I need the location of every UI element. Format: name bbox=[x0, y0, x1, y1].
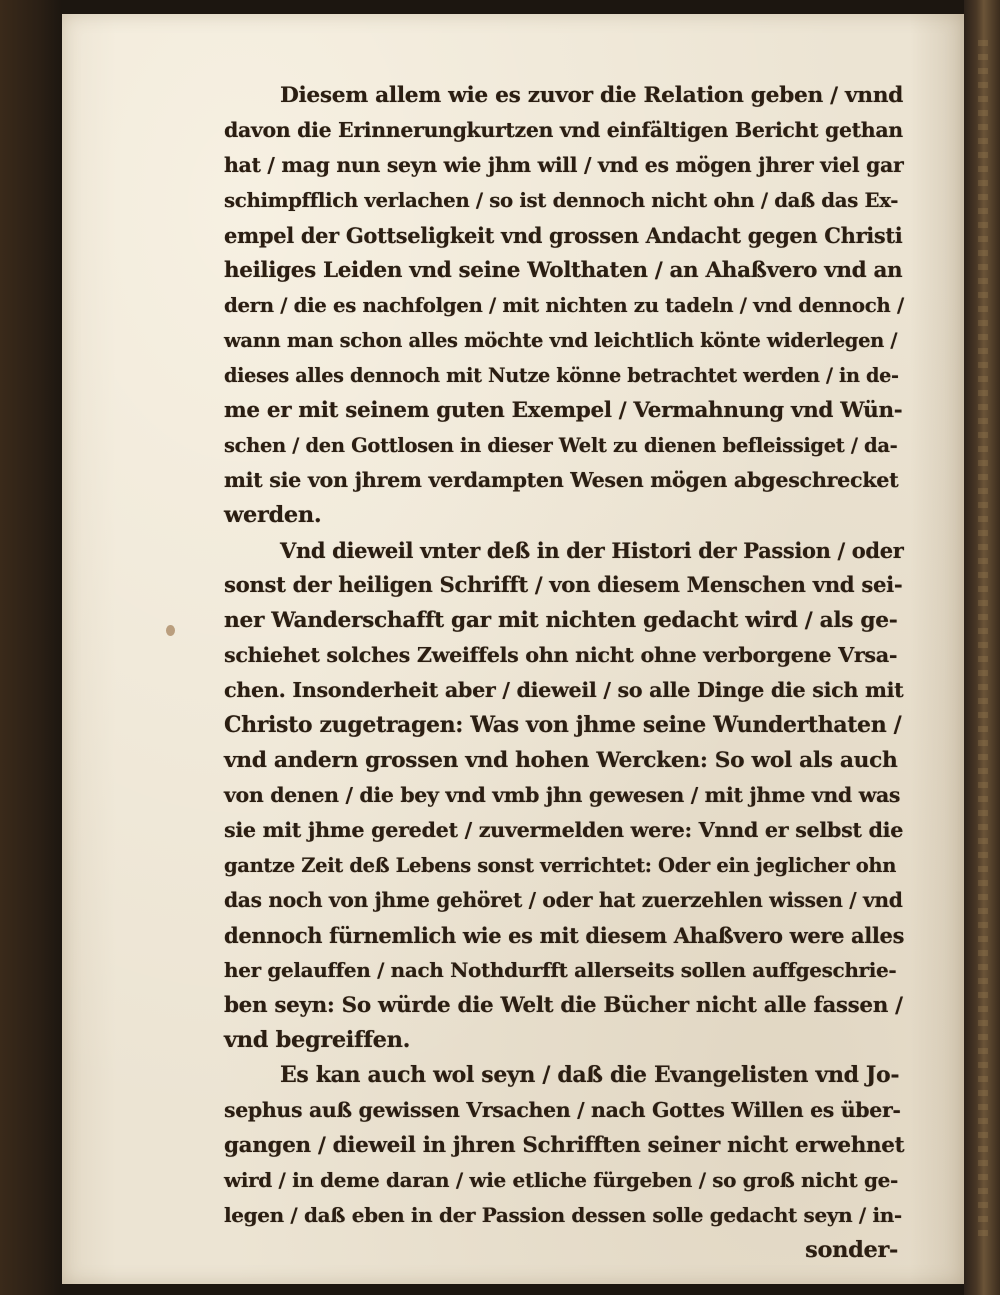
text-line: legen / daß eben in der Passion dessen solle gedacht seyn / in- bbox=[224, 1203, 902, 1227]
text-line: Vnd dieweil vnter deß in der Histori der Passion / oder bbox=[280, 538, 904, 563]
text-line: vnd andern grossen vnd hohen Wercken: So wol als auch bbox=[224, 748, 898, 773]
text-line: ner Wanderschafft gar mit nichten gedacht wird / als ge- bbox=[224, 608, 898, 633]
text-line: me er mit seinem guten Exempel / Vermahnung vnd Wün- bbox=[224, 398, 903, 423]
text-line: wann man schon alles möchte vnd leichtlich könte widerlegen / bbox=[224, 329, 898, 352]
text-line: dern / die es nachfolgen / mit nichten zu tadeln / vnd dennoch / bbox=[224, 293, 904, 317]
text-line: her gelauffen / nach Nothdurfft allerseits sollen auffgeschrie- bbox=[224, 958, 897, 982]
text-line: das noch von jhme gehöret / oder hat zuerzehlen wissen / vnd bbox=[224, 888, 903, 912]
text-line: mit sie von jhrem verdampten Wesen mögen abgeschrecket bbox=[224, 468, 899, 492]
text-line: empel der Gottseligkeit vnd grossen Andacht gegen Christi bbox=[224, 223, 903, 248]
text-line: sonst der heiligen Schrifft / von diesem Menschen vnd sei- bbox=[224, 573, 903, 598]
text-line: schiehet solches Zweiffels ohn nicht ohne verborgene Vrsa- bbox=[224, 643, 898, 667]
text-line: Diesem allem wie es zuvor die Relation geben / vnnd bbox=[280, 83, 904, 108]
text-line: werden. bbox=[224, 502, 322, 528]
text-line: heiliges Leiden vnd seine Wolthaten / an Ahaßvero vnd an bbox=[224, 258, 903, 283]
text-line: schimpfflich verlachen / so ist dennoch nicht ohn / daß das Ex- bbox=[224, 188, 899, 212]
text-line: chen. Insonderheit aber / dieweil / so alle Dinge die sich mit bbox=[224, 678, 904, 702]
text-line: davon die Erinnerungkurtzen vnd einfältigen Bericht gethan bbox=[224, 118, 903, 142]
text-line: dieses alles dennoch mit Nutze könne betrachtet werden / in de- bbox=[224, 364, 899, 387]
text-line: sie mit jhme geredet / zuvermelden were: Vnnd er selbst die bbox=[224, 818, 904, 842]
text-line: schen / den Gottlosen in dieser Welt zu dienen befleissiget / da- bbox=[224, 434, 898, 457]
text-line: sephus auß gewissen Vrsachen / nach Gottes Willen es über- bbox=[224, 1098, 901, 1122]
text-line: wird / in deme daran / wie etliche fürgeben / so groß nicht ge- bbox=[224, 1168, 898, 1192]
text-line: Es kan auch wol seyn / daß die Evangelisten vnd Jo- bbox=[280, 1062, 900, 1088]
text-line: vnd begreiffen. bbox=[224, 1027, 411, 1053]
text-line: von denen / die bey vnd vmb jhn gewesen / mit jhme vnd was bbox=[224, 783, 901, 807]
text-line: ben seyn: So würde die Welt die Bücher nicht alle fassen / bbox=[224, 993, 903, 1018]
text-line: gantze Zeit deß Lebens sonst verrichtet: Oder ein jeglicher ohn bbox=[224, 854, 897, 877]
text-line: dennoch fürnemlich wie es mit diesem Ahaßvero were alles bbox=[224, 923, 905, 948]
ink-stain bbox=[166, 625, 175, 636]
text-line: hat / mag nun seyn wie jhm will / vnd es mögen jhrer viel gar bbox=[224, 153, 904, 177]
text-line: gangen / dieweil in jhren Schrifften seiner nicht erwehnet bbox=[224, 1133, 905, 1158]
catchword: sonder- bbox=[805, 1237, 898, 1263]
book-edge bbox=[964, 0, 1000, 1295]
body-text bbox=[224, 78, 904, 1268]
text-line: Christo zugetragen: Was von jhme seine Wunderthaten / bbox=[224, 712, 902, 738]
